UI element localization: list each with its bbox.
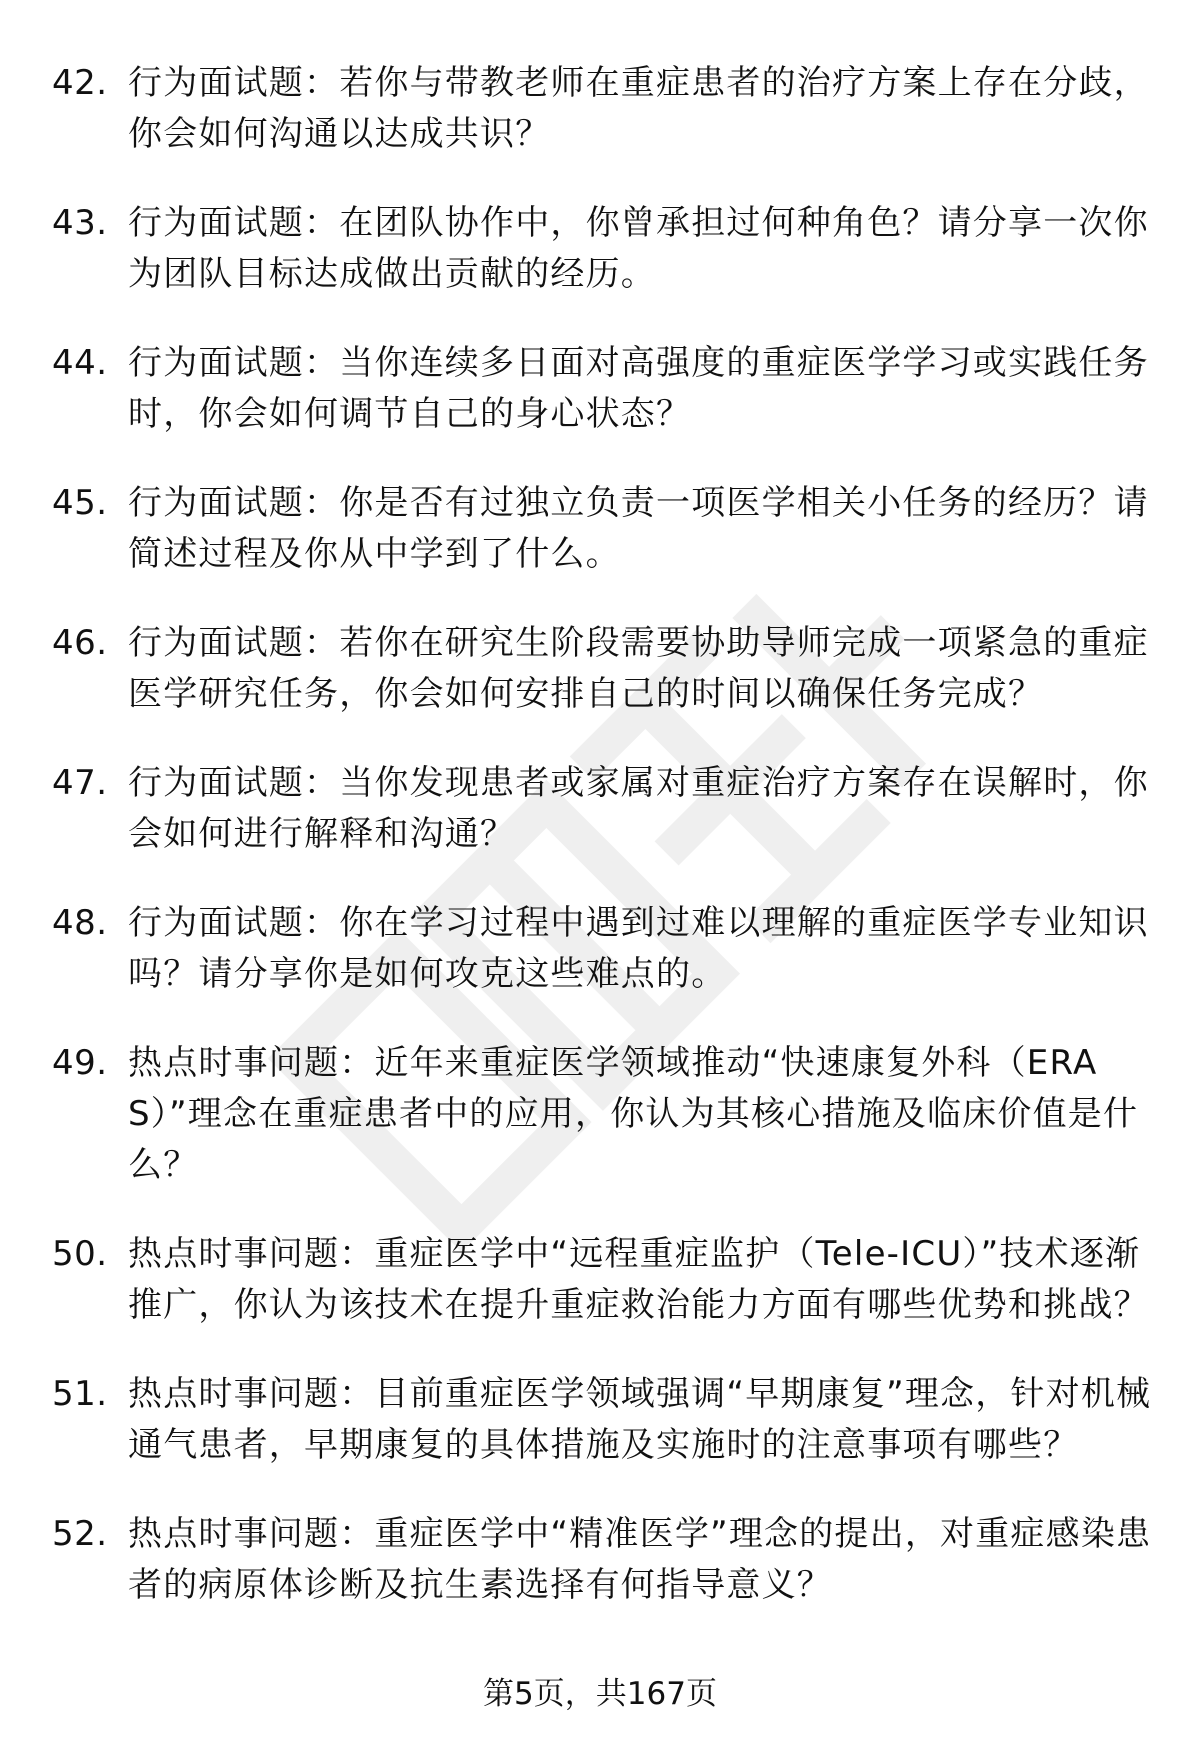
question-number: 51. (52, 1374, 108, 1414)
question-number: 43. (52, 203, 108, 243)
question-number: 45. (52, 483, 108, 523)
question-item (52, 758, 1162, 860)
question-item (52, 898, 1162, 1000)
question-list (52, 58, 1162, 1649)
question-text: 行为面试题：当你连续多日面对高强度的重症医学学习或实践任务时，你会如何调节自己的身心状态？ (128, 343, 1149, 434)
question-number: 47. (52, 763, 108, 803)
question-text: 行为面试题：你在学习过程中遇到过难以理解的重症医学专业知识吗？请分享你是如何攻克这些难点的。 (128, 903, 1149, 994)
question-item (52, 478, 1162, 580)
question-number: 46. (52, 623, 108, 663)
question-item (52, 1229, 1162, 1331)
question-text: 行为面试题：若你与带教老师在重症患者的治疗方案上存在分歧，你会如何沟通以达成共识？ (128, 63, 1149, 154)
question-number: 48. (52, 903, 108, 943)
question-text: 行为面试题：在团队协作中，你曾承担过何种角色？请分享一次你为团队目标达成做出贡献的经历。 (128, 203, 1149, 294)
question-text: 热点时事问题：目前重症医学领域强调“早期康复”理念，针对机械通气患者，早期康复的具体措施及实施时的注意事项有哪些？ (128, 1374, 1152, 1465)
question-number: 49. (52, 1043, 108, 1083)
question-text: 行为面试题：当你发现患者或家属对重症治疗方案存在误解时，你会如何进行解释和沟通？ (128, 763, 1149, 854)
question-item (52, 1369, 1162, 1471)
question-number: 44. (52, 343, 108, 383)
question-item (52, 618, 1162, 720)
question-text: 行为面试题：你是否有过独立负责一项医学相关小任务的经历？请简述过程及你从中学到了什么。 (128, 483, 1149, 574)
question-number: 52. (52, 1514, 108, 1554)
question-item (52, 1509, 1162, 1611)
question-item (52, 198, 1162, 300)
question-item (52, 58, 1162, 160)
question-text: 热点时事问题：近年来重症医学领域推动“快速康复外科（ERAS）”理念在重症患者中的应用，你认为其核心措施及临床价值是什么？ (128, 1043, 1139, 1185)
question-text: 热点时事问题：重症医学中“精准医学”理念的提出，对重症感染患者的病原体诊断及抗生素选择有何指导意义？ (128, 1514, 1152, 1605)
question-number: 42. (52, 63, 108, 103)
question-text: 行为面试题：若你在研究生阶段需要协助导师完成一项紧急的重症医学研究任务，你会如何安排自己的时间以确保任务完成？ (128, 623, 1149, 714)
page-number: 第5页，共167页 (483, 1676, 717, 1712)
question-item (52, 338, 1162, 440)
question-number: 50. (52, 1234, 108, 1274)
question-text: 热点时事问题：重症医学中“远程重症监护（Tele-ICU）”技术逐渐推广，你认为该技术在提升重症救治能力方面有哪些优势和挑战？ (128, 1234, 1149, 1325)
question-item (52, 1038, 1162, 1191)
